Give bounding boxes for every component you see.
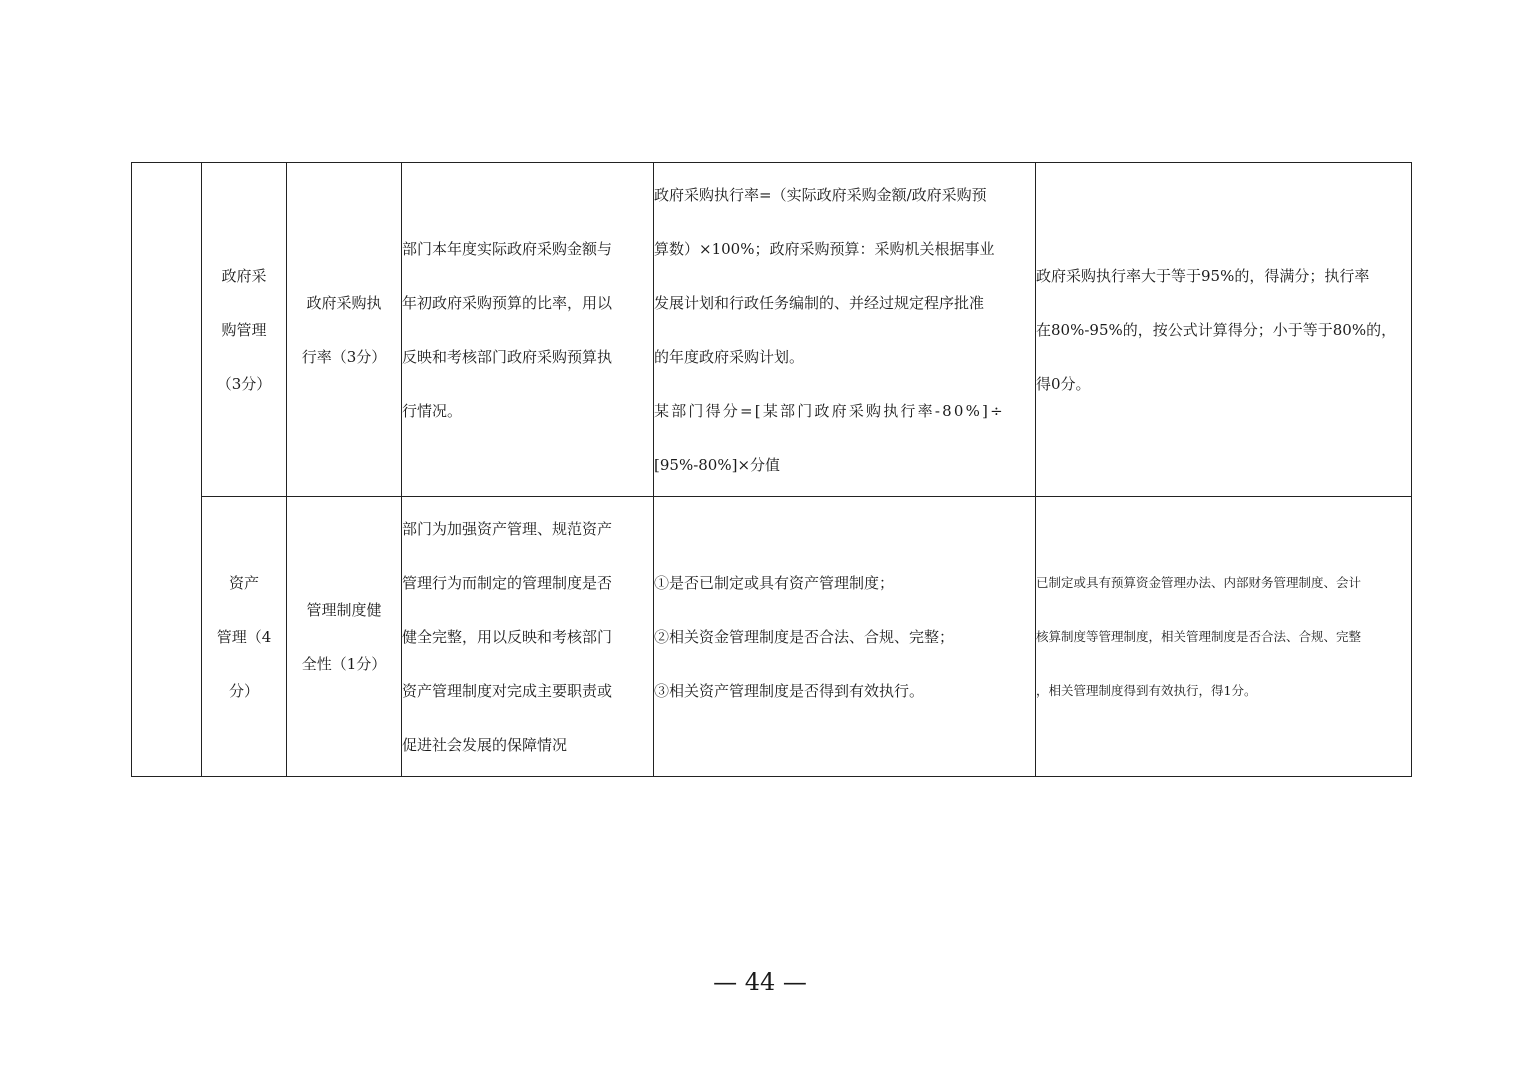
description-line: 部门本年度实际政府采购金额与 (402, 239, 613, 258)
description-line: 促进社会发展的保障情况 (402, 735, 568, 754)
category-line: 分） (228, 681, 259, 700)
method-line: ②相关资金管理制度是否合法、合规、完整； (654, 627, 955, 646)
scoring-cell (1036, 163, 1412, 497)
indicator-line: 管理制度健 (306, 600, 382, 619)
table-row (132, 163, 1412, 497)
indicator-line: 政府采购执 (306, 293, 382, 312)
indicator-line: 行率（3分） (301, 347, 387, 366)
scoring-line: 得0分。 (1036, 374, 1091, 393)
description-line: 反映和考核部门政府采购预算执 (402, 347, 613, 366)
table-row (132, 497, 1412, 777)
indicator-line: 全性（1分） (301, 654, 387, 673)
page-number: — 44 — (713, 968, 807, 996)
category-cell (202, 163, 287, 497)
indicator-cell (287, 163, 402, 497)
method-line: 发展计划和行政任务编制的、并经过规定程序批准 (654, 293, 985, 312)
description-line: 年初政府采购预算的比率，用以 (402, 293, 613, 312)
description-cell (402, 497, 654, 777)
indicator-cell (287, 497, 402, 777)
scoring-line: 核算制度等管理制度，相关管理制度是否合法、合规、完整 (1036, 628, 1362, 644)
category-cell (202, 497, 287, 777)
scoring-line: 政府采购执行率大于等于95%的，得满分；执行率 (1036, 266, 1370, 285)
method-line: 的年度政府采购计划。 (654, 347, 805, 366)
empty-first-column-cell (132, 163, 202, 777)
scoring-cell (1036, 497, 1412, 777)
method-line: ①是否已制定或具有资产管理制度； (654, 573, 895, 592)
scoring-line: 在80%-95%的，按公式计算得分；小于等于80%的， (1036, 320, 1397, 339)
scoring-line: 已制定或具有预算资金管理办法、内部财务管理制度、会计 (1036, 574, 1362, 590)
description-line: 健全完整，用以反映和考核部门 (402, 627, 613, 646)
method-line: ③相关资产管理制度是否得到有效执行。 (654, 681, 925, 700)
category-line: 政府采 (221, 266, 267, 285)
method-line: 政府采购执行率=（实际政府采购金额/政府采购预 (654, 185, 987, 204)
category-line: 管理（4 (216, 627, 272, 646)
method-line: [95%-80%]×分值 (654, 455, 781, 474)
method-line: 某部门得分=[某部门政府采购执行率-80%]÷ (654, 401, 1005, 420)
description-line: 管理行为而制定的管理制度是否 (402, 573, 613, 592)
category-line: （3分） (216, 374, 272, 393)
description-cell (402, 163, 654, 497)
category-line: 购管理 (221, 320, 267, 339)
category-line: 资产 (228, 573, 259, 592)
scoring-line: ，相关管理制度得到有效执行，得1分。 (1036, 682, 1257, 698)
description-line: 行情况。 (402, 401, 463, 420)
method-cell (654, 163, 1036, 497)
description-line: 资产管理制度对完成主要职责或 (402, 681, 613, 700)
method-cell (654, 497, 1036, 777)
evaluation-table (131, 162, 1412, 777)
method-line: 算数）×100%；政府采购预算：采购机关根据事业 (654, 239, 995, 258)
description-line: 部门为加强资产管理、规范资产 (402, 519, 613, 538)
